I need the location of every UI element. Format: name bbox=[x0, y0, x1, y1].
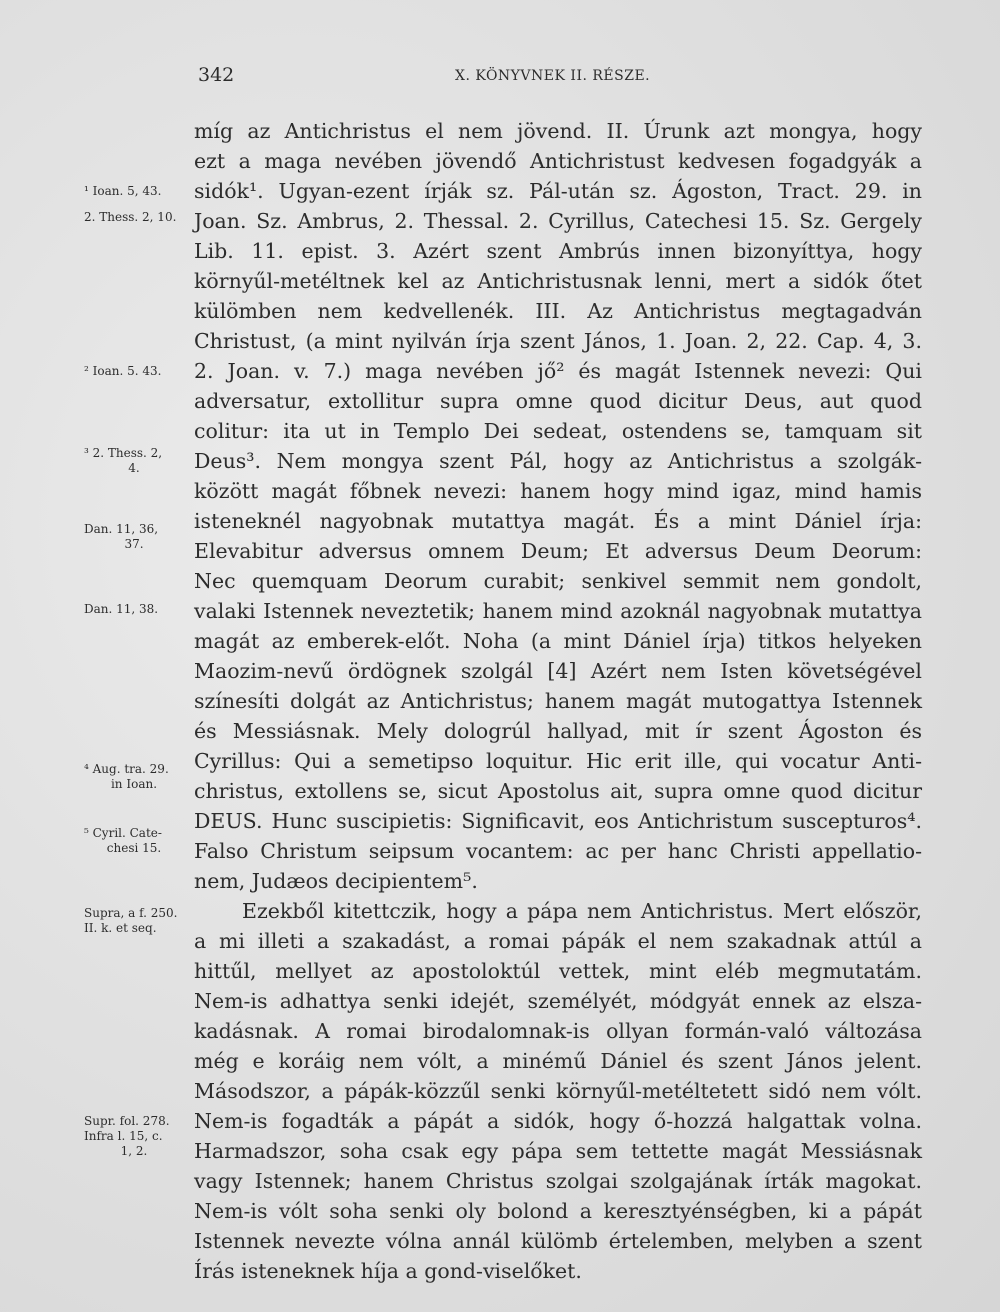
text-line: hittűl, mellyet az apostoloktúl vettek, mint eléb megmutatám. bbox=[194, 959, 922, 983]
margin-note-line: Supr. fol. 278. bbox=[84, 1114, 170, 1128]
text-line: 2. Joan. v. 7.) maga nevében jő² és magát Istennek nevezi: Qui bbox=[194, 359, 922, 383]
text-line: külömben nem kedvellenék. III. Az Antichristus megtagadván bbox=[194, 299, 922, 323]
text-line: magát az emberek-előt. Noha (a mint Dániel írja) titkos helyeken bbox=[194, 629, 922, 653]
text-line: nem, Judæos decipientem⁵. bbox=[194, 869, 478, 893]
margin-note-line: Dan. 11, 36, bbox=[84, 522, 159, 536]
margin-note-line: 2. Thess. 2, 10. bbox=[84, 210, 177, 224]
text-line: míg az Antichristus el nem jövend. II. Úrunk azt mongya, hogy bbox=[194, 119, 922, 143]
margin-note-line: ¹ Ioan. 5, 43. bbox=[84, 184, 162, 198]
margin-note-line: ⁵ Cyril. Cate- bbox=[84, 826, 162, 840]
text-line: ezt a maga nevében jövendő Antichristust kedvesen fogadgyák a bbox=[194, 149, 922, 173]
text-line: Maozim-nevű ördögnek szolgál [4] Azért nem Isten követségével bbox=[194, 659, 922, 683]
margin-note-line: 1, 2. bbox=[120, 1144, 148, 1158]
text-line: Nem-is adhattya senki idejét, személyét, módgyát ennek az elsza- bbox=[194, 989, 922, 1013]
margin-note bbox=[84, 184, 194, 199]
page-number: 342 bbox=[198, 64, 235, 86]
margin-note-line: in Ioan. bbox=[110, 777, 158, 791]
text-line: valaki Istennek neveztetik; hanem mind azoknál nagyobnak mutattya bbox=[194, 599, 922, 623]
margin-note bbox=[84, 446, 194, 476]
text-line: isteneknél nagyobnak mutattya magát. És a mint Dániel írja: bbox=[194, 509, 922, 533]
margin-note-line: ³ 2. Thess. 2, bbox=[84, 446, 163, 460]
text-line: Lib. 11. epist. 3. Azért szent Ambrús innen bizonyíttya, hogy bbox=[194, 239, 922, 263]
margin-note-line: ⁴ Aug. tra. 29. bbox=[84, 762, 169, 776]
margin-note-line: ² Ioan. 5. 43. bbox=[84, 364, 162, 378]
text-line: Nem-is fogadták a pápát a sidók, hogy ő-hozzá halgattak volna. bbox=[194, 1109, 922, 1133]
text-line: Harmadszor, soha csak egy pápa sem tettette magát Messiásnak bbox=[194, 1139, 922, 1163]
text-line: Cyrillus: Qui a semetipso loquitur. Hic erit ille, qui vocatur Anti- bbox=[194, 749, 922, 773]
text-line: között magát főbnek nevezi: hanem hogy mind igaz, mind hamis bbox=[194, 479, 922, 503]
text-line: colitur: ita ut in Templo Dei sedeat, ostendens se, tamquam sit bbox=[194, 419, 922, 443]
text-line: vagy Istennek; hanem Christus szolgai szolgajának írták magokat. bbox=[194, 1169, 922, 1193]
margin-note bbox=[84, 602, 194, 617]
text-line: környűl-metéltnek kel az Antichristusnak lenni, mert a sidók őtet bbox=[194, 269, 922, 293]
margin-note-line: Dan. 11, 38. bbox=[84, 602, 159, 616]
text-line: Deus³. Nem mongya szent Pál, hogy az Antichristus a szolgák- bbox=[194, 449, 922, 473]
page-header bbox=[0, 64, 1000, 94]
text-line: kadásnak. A romai birodalomnak-is ollyan formán-való változása bbox=[194, 1019, 922, 1043]
margin-note bbox=[84, 364, 194, 379]
text-line: színesíti dolgát az Antichristus; hanem magát mutogattya Istennek bbox=[194, 689, 922, 713]
text-line: Joan. Sz. Ambrus, 2. Thessal. 2. Cyrillus, Catechesi 15. Sz. Gergely bbox=[194, 209, 922, 233]
margin-note-line: 4. bbox=[128, 461, 140, 475]
text-line: DEUS. Hunc suscipietis: Significavit, eos Antichristum suscepturos⁴. bbox=[194, 809, 922, 833]
text-line: Christust, (a mint nyilván írja szent János, 1. Joan. 2, 22. Cap. 4, 3. bbox=[194, 329, 922, 353]
text-line: sidók¹. Ugyan-ezent írják sz. Pál-után sz. Ágoston, Tract. 29. in bbox=[194, 179, 922, 203]
margin-note bbox=[84, 826, 194, 856]
margin-note bbox=[84, 1114, 194, 1159]
margin-note bbox=[84, 210, 194, 225]
running-head: X. KÖNYVNEK II. RÉSZE. bbox=[455, 68, 651, 84]
margin-note-line: chesi 15. bbox=[106, 841, 162, 855]
text-line: Falso Christum seipsum vocantem: ac per hanc Christi appellatio- bbox=[194, 839, 922, 863]
text-line: és Messiásnak. Mely dologrúl hallyad, mit ír szent Ágoston és bbox=[194, 719, 922, 743]
text-line: még e koráig nem vólt, a minémű Dániel és szent János jelent. bbox=[194, 1049, 922, 1073]
margin-note bbox=[84, 906, 194, 936]
margin-note-line: II. k. et seq. bbox=[84, 921, 157, 935]
margin-note-line: 37. bbox=[124, 537, 144, 551]
text-line: a mi illeti a szakadást, a romai pápák el nem szakadnak attúl a bbox=[194, 929, 922, 953]
text-line: Istennek nevezte vólna annál külömb értelemben, melyben a szent bbox=[194, 1229, 922, 1253]
margin-note bbox=[84, 522, 194, 552]
margin-note-line: Infra l. 15, c. bbox=[84, 1129, 163, 1143]
text-line: Nec quemquam Deorum curabit; senkivel semmit nem gondolt, bbox=[194, 569, 922, 593]
text-line: Írás isteneknek híja a gond-viselőket. bbox=[194, 1259, 582, 1283]
text-line: Elevabitur adversus omnem Deum; Et adversus Deum Deorum: bbox=[194, 539, 922, 563]
text-line: Nem-is vólt soha senki oly bolond a keresztyénségben, ki a pápát bbox=[194, 1199, 922, 1223]
text-line: Másodszor, a pápák-közzűl senki környűl-metéltetett sidó nem vólt. bbox=[194, 1079, 922, 1103]
text-line: Ezekből kitettczik, hogy a pápa nem Antichristus. Mert először, bbox=[242, 899, 922, 923]
margin-note-line: Supra, a f. 250. bbox=[84, 906, 178, 920]
text-line: christus, extollens se, sicut Apostolus ait, supra omne quod dicitur bbox=[194, 779, 922, 803]
margin-note bbox=[84, 762, 194, 792]
text-line: adversatur, extollitur supra omne quod dicitur Deus, aut quod bbox=[194, 389, 922, 413]
